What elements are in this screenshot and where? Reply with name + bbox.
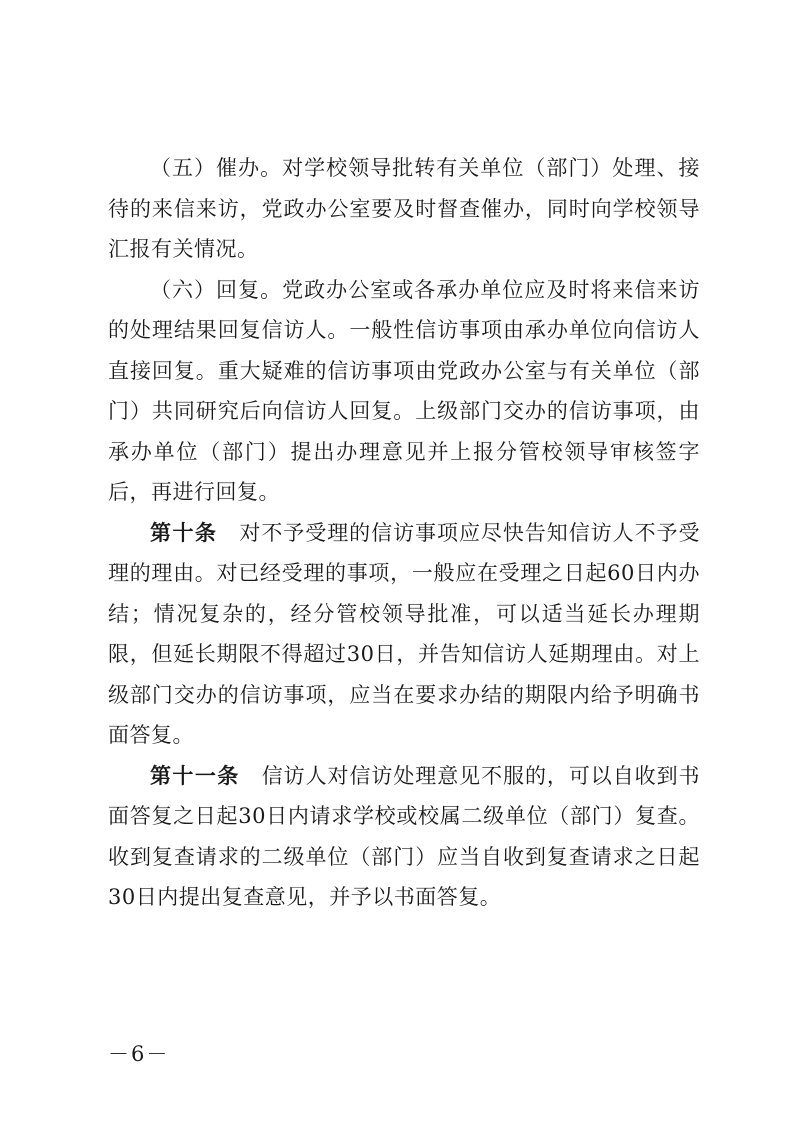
- article-11-text: 信访人对信访处理意见不服的，可以自收到书面答复之日起30日内请求学校或校属二级单位（部门）复查。收到复查请求的二级单位（部门）应当自收到复查请求之日起30日内提出复查意见，并予以书面答复。: [108, 763, 701, 909]
- paragraph-reply: （六）回复。党政办公室或各承办单位应及时将来信来访的处理结果回复信访人。一般性信访事项由承办单位向信访人直接回复。重大疑难的信访事项由党政办公室与有关单位（部门）共同研究后向信访人回复。上级部门交办的信访事项，由承办单位（部门）提出办理意见并上报分管校领导审核签字后，再进行回复。: [108, 277, 700, 504]
- article-11: [108, 756, 700, 918]
- article-10-text: 对不予受理的信访事项应尽快告知信访人不予受理的理由。对已经受理的事项，一般应在受理之日起60日内办结；情况复杂的，经分管校领导批准，可以适当延长办理期限，但延长期限不得超过30日，并告知信访人延期理由。对上级部门交办的信访事项，应当在要求办结的期限内给予明确书面答复。: [108, 520, 701, 747]
- article-10: [108, 513, 700, 756]
- page-number: －6－: [108, 1042, 170, 1066]
- article-11-number: 第十一条: [150, 763, 240, 788]
- paragraph-urging: （五）催办。对学校领导批转有关单位（部门）处理、接待的来信来访，党政办公室要及时督查催办，同时向学校领导汇报有关情况。: [108, 156, 700, 261]
- article-10-number: 第十条: [150, 520, 218, 545]
- document-body: [108, 148, 700, 918]
